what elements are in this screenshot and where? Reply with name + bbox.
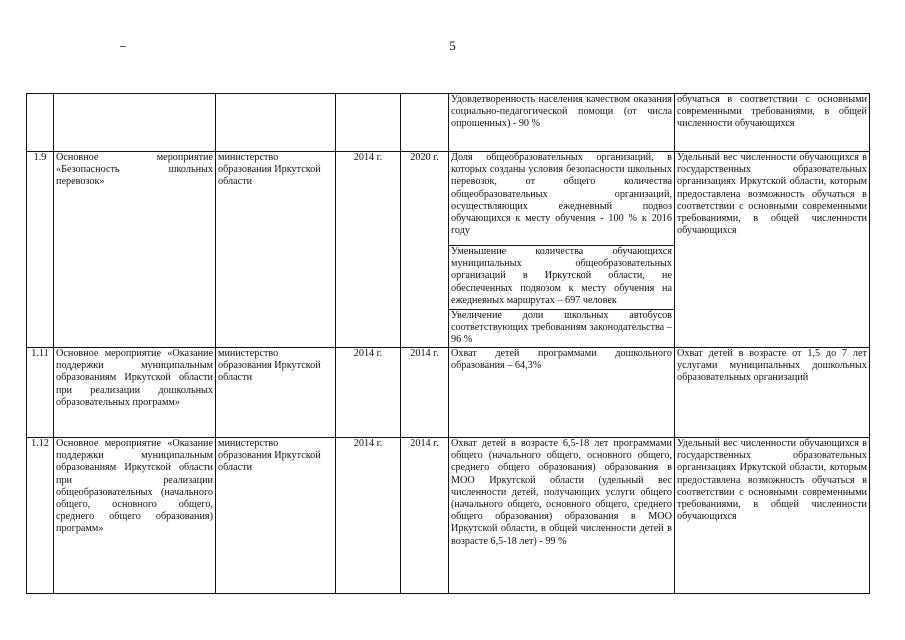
cell-start xyxy=(336,94,401,152)
cell-num: 1.11 xyxy=(27,348,54,438)
cell-end: 2014 г. xyxy=(401,438,449,594)
cell-indicator: Охват детей программами дошкольного образования – 64,3% xyxy=(449,348,675,438)
cell-start: 2014 г. xyxy=(336,152,401,348)
cell-measure: Основное мероприятие «Оказание поддержки муниципальным образованиям Иркутской области при реализации общеобразовательных (начального общего, основного общего, среднего общего образования) программ» xyxy=(54,438,216,594)
cell-start: 2014 г. xyxy=(336,348,401,438)
cell-target: Удельный вес численности обучающихся в государственных образовательных организациях Иркутской области, которым предоставлена возможность обучаться в соответствии с основными современными требованиями, в общей численности обучающихся xyxy=(675,438,870,594)
program-measures-table xyxy=(26,93,870,594)
cell-indicator: Увеличение доли школьных автобусов соответствующих требованиям законодательства – 96 % xyxy=(449,310,675,348)
cell-num xyxy=(27,94,54,152)
table-row-1-11 xyxy=(27,348,870,438)
cell-indicator: Охват детей в возрасте 6,5-18 лет программами общего (начального общего, основного общего, среднего общего образования) образования в МОО Иркутской области (удельный вес численности детей, получающих услуги общего (начального общего, основного общего, среднего общего образования) образования в МОО Иркутской области, в общей численности детей в возрасте 6,5-18 лет) - 99 % xyxy=(449,438,675,594)
cell-start: 2014 г. xyxy=(336,438,401,594)
cell-executor: министерство образования Иркутской области xyxy=(216,152,336,348)
cell-end: 2020 г. xyxy=(401,152,449,348)
cell-executor: министерство образования Иркутской области xyxy=(216,348,336,438)
cell-executor xyxy=(216,94,336,152)
cell-indicator: Удовлетворенность населения качеством оказания социально-педагогической помощи (от числа опрошенных) - 90 % xyxy=(449,94,675,152)
cell-target: Охват детей в возрасте от 1,5 до 7 лет услугами муниципальных дошкольных образовательных организаций xyxy=(675,348,870,438)
cell-end xyxy=(401,94,449,152)
table-row-1-12 xyxy=(27,438,870,594)
cell-executor: министерство образования Иркутской области xyxy=(216,438,336,594)
cell-indicator: Доля общеобразовательных организаций, в которых созданы условия безопасности школьных перевозок, от общего количества общеобразовательных организаций, осуществляющих ежедневный подвоз обучающихся к месту обучения - 100 % к 2016 году xyxy=(449,152,675,246)
cell-measure: Основное мероприятие «Безопасность школьных перевозок» xyxy=(54,152,216,348)
cell-num: 1.9 xyxy=(27,152,54,348)
cell-num: 1.12 xyxy=(27,438,54,594)
cell-end: 2014 г. xyxy=(401,348,449,438)
table-row-continued xyxy=(27,94,870,152)
cell-indicator: Уменьшение количества обучающихся муниципальных общеобразовательных организаций в Иркутской области, не обеспеченных подвозом к месту обучения на ежедневных маршрутах – 697 человек xyxy=(449,246,675,310)
cell-measure: Основное мероприятие «Оказание поддержки муниципальным образованиям Иркутской области при реализации дошкольных образовательных программ» xyxy=(54,348,216,438)
cell-target: обучаться в соответствии с основными современными требованиями, в общей численности обучающихся xyxy=(675,94,870,152)
cell-target: Удельный вес численности обучающихся в государственных образовательных организациях Иркутской области, которым предоставлена возможность обучаться в соответствии с основными современными требованиями, в общей численности обучающихся xyxy=(675,152,870,348)
table-row-1-9 xyxy=(27,152,870,246)
page-number: 5 xyxy=(449,38,456,53)
cell-measure xyxy=(54,94,216,152)
scan-mark xyxy=(120,46,126,47)
